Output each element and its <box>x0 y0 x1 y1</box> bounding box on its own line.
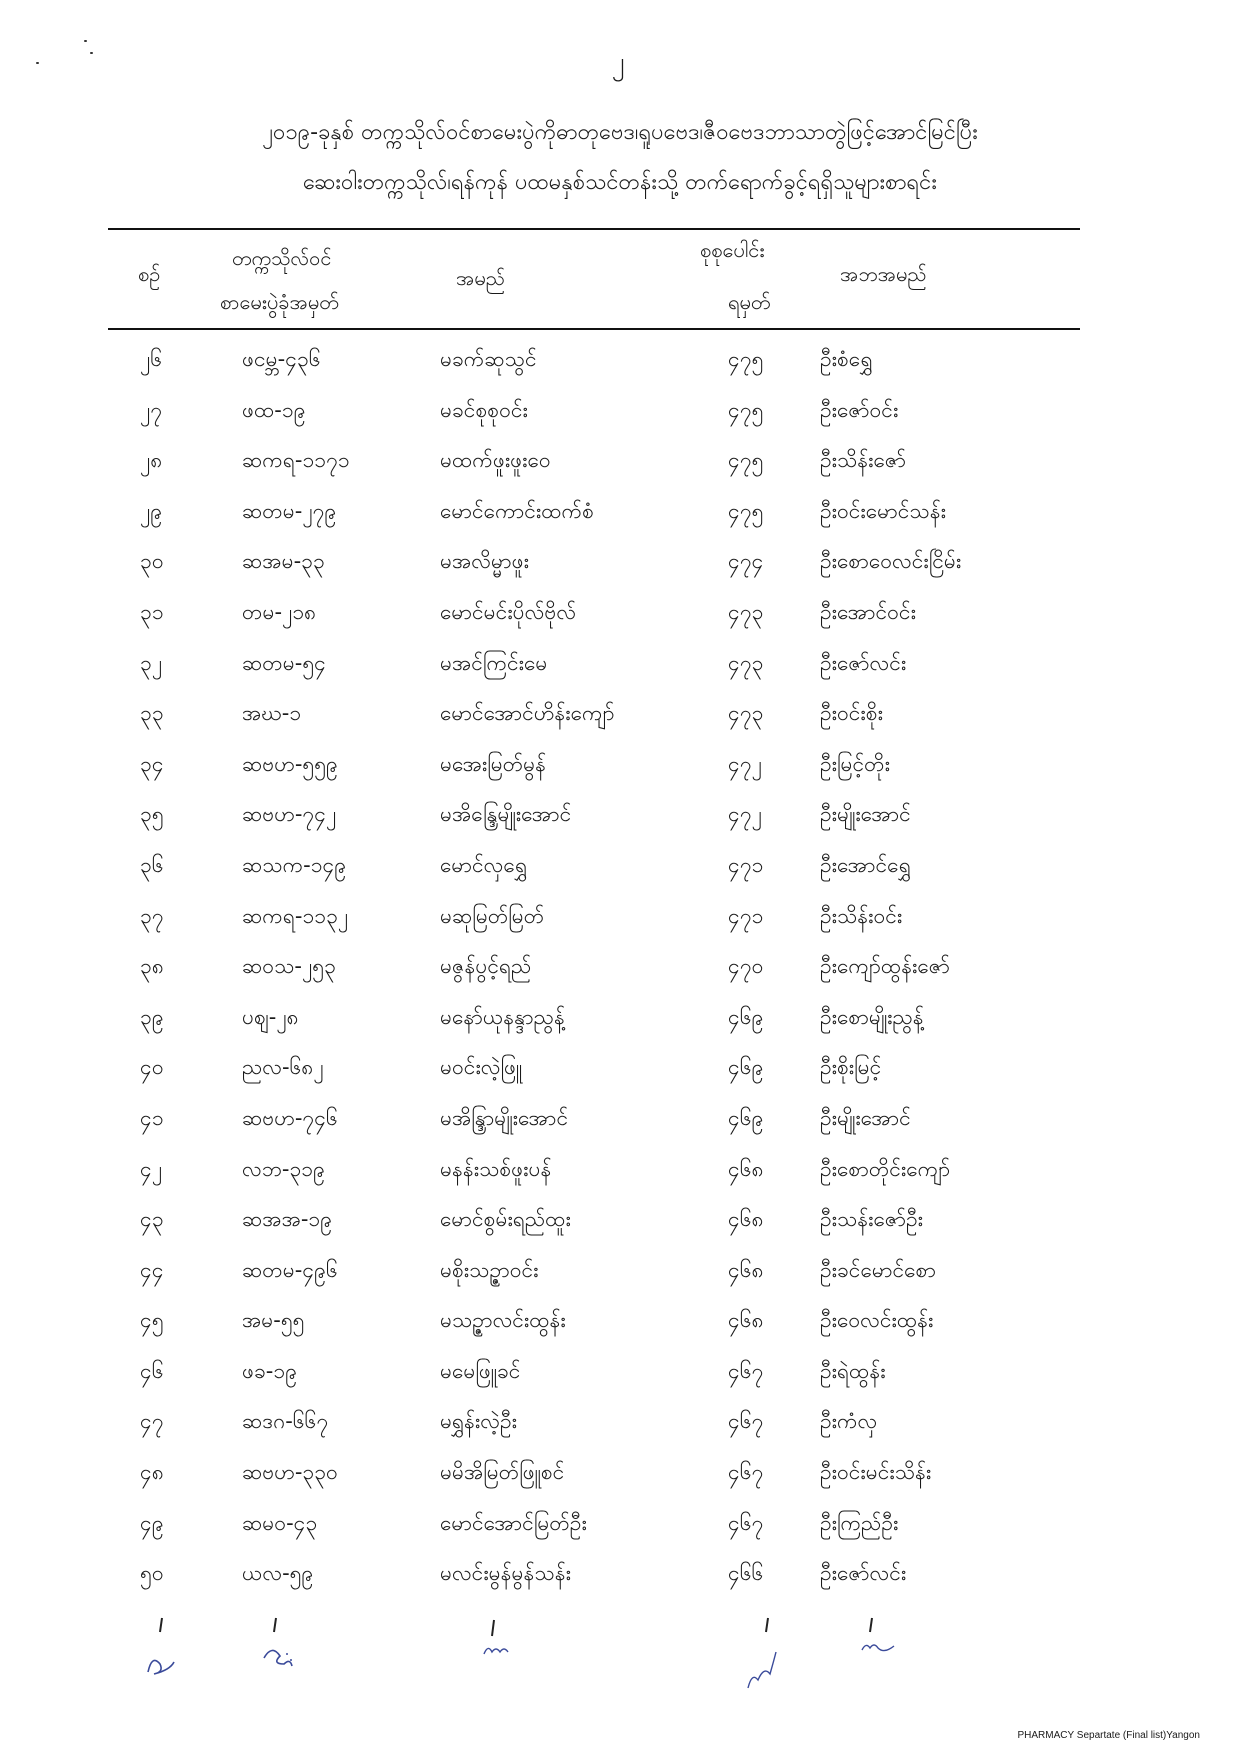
row-name: မဝင်းလဲ့ဖြူ <box>440 1055 523 1080</box>
row-mark: ၄၇၅ <box>728 347 764 371</box>
row-mark: ၄၇၂ <box>728 751 762 776</box>
row-name: မခက်ဆုသွင် <box>440 347 537 371</box>
handwritten-signature <box>730 1614 790 1704</box>
row-father: ဦးဝင်းစိုး <box>820 701 883 726</box>
scan-speck <box>84 40 87 42</box>
row-mark: ၄၇၅ <box>728 448 764 473</box>
row-roll: ဆဗဟ-၅၅၉ <box>242 751 338 776</box>
row-name: မအေးမြတ်မွန် <box>440 751 547 776</box>
row-no: ၃၁ <box>140 599 164 624</box>
header-father: အဘအမည် <box>840 262 927 286</box>
handwritten-signature <box>850 1614 910 1674</box>
row-roll: အဃ-၁ <box>242 701 302 726</box>
row-father: ဦးသိန်းဝင်း <box>820 903 903 928</box>
row-mark: ၄၇၁ <box>728 903 764 928</box>
row-name: မောင်လှရွှေ <box>440 852 528 877</box>
row-mark: ၄၆၈ <box>728 1308 764 1333</box>
row-mark: ၄၇၃ <box>728 599 764 624</box>
row-no: ၃၉ <box>140 1004 164 1029</box>
row-roll: အမ-၅၅ <box>242 1308 305 1333</box>
row-mark: ၄၆၇ <box>728 1358 764 1383</box>
row-mark: ၄၇၀ <box>728 954 764 979</box>
row-father: ဦးမျိုးအောင် <box>820 802 911 827</box>
table-row <box>0 1352 1236 1403</box>
table-row <box>0 745 1236 796</box>
row-name: မမေဖြူခင် <box>440 1358 521 1383</box>
table-row <box>0 1453 1236 1504</box>
row-father: ဦးအောင်ဝင်း <box>820 599 916 624</box>
row-no: ၃၂ <box>140 650 163 675</box>
header-roll-line1: တက္ကသိုလ်ဝင် <box>232 246 332 270</box>
table-row <box>0 1150 1236 1201</box>
table-row <box>0 694 1236 745</box>
table-row <box>0 542 1236 593</box>
row-mark: ၄၆၇ <box>728 1510 764 1535</box>
row-father: ဦးဇော်ဝင်း <box>820 397 899 422</box>
row-roll: လဘ-၃၁၉ <box>242 1156 325 1181</box>
table-row <box>0 1554 1236 1605</box>
row-father: ဦးဝင်းမောင်သန်း <box>820 498 946 523</box>
row-name: မမိအိမြတ်ဖြူစင် <box>440 1460 565 1485</box>
table-row <box>0 897 1236 948</box>
row-name: မခင်စုစုဝင်း <box>440 397 528 422</box>
row-mark: ၄၆၉ <box>728 1004 764 1029</box>
row-roll: ဆတမ-၂၇၉ <box>242 498 337 523</box>
table-row <box>0 391 1236 442</box>
row-father: ဦးစံရွှေ <box>820 347 873 371</box>
row-father: ဦးရဲထွန်း <box>820 1358 886 1383</box>
row-mark: ၄၆၉ <box>728 1055 764 1080</box>
row-roll: ဆဗဟ-၃၃၀ <box>242 1460 338 1485</box>
row-roll: ဆကရ-၁၁၇၁ <box>242 448 350 473</box>
row-no: ၃၅ <box>140 802 164 827</box>
row-name: မအင်ကြင်းမေ <box>440 650 548 675</box>
row-roll: ဆအအ-၁၉ <box>242 1207 333 1232</box>
row-mark: ၄၆၈ <box>728 1257 764 1282</box>
row-roll: ပဈ-၂၈ <box>242 1004 299 1029</box>
row-father: ဦးသိန်းဇော် <box>820 448 907 473</box>
row-mark: ၄၇၃ <box>728 701 764 726</box>
row-father: ဦးစိုးမြင့် <box>820 1055 882 1080</box>
row-name: မအိန္ဒြေမျိုးအောင် <box>440 802 572 827</box>
table-row <box>0 795 1236 846</box>
row-mark: ၄၆၇ <box>728 1460 764 1485</box>
row-father: ဦးခင်မောင်စော <box>820 1257 936 1282</box>
row-roll: ညလ-၆၈၂ <box>242 1055 324 1080</box>
table-row <box>0 1301 1236 1352</box>
row-mark: ၄၇၅ <box>728 397 764 422</box>
row-father: ဦးဇော်လင်း <box>820 650 907 675</box>
row-father: ဦးကံလှ <box>820 1409 878 1434</box>
handwritten-signature <box>250 1614 310 1684</box>
table-row <box>0 644 1236 695</box>
row-no: ၂၉ <box>140 498 163 523</box>
row-name: မအလိမ္မာဖူး <box>440 549 529 574</box>
handwritten-signature <box>140 1614 190 1684</box>
table-top-rule <box>108 228 1080 230</box>
row-father: ဦးဝေလင်းထွန်း <box>820 1308 934 1333</box>
row-no: ၄၁ <box>140 1105 164 1130</box>
row-no: ၄၇ <box>140 1409 164 1434</box>
row-name: မလင်းမွန်မွန်သန်း <box>440 1561 571 1586</box>
row-name: မောင်အောင်မြတ်ဦး <box>440 1510 587 1535</box>
row-no: ၂၈ <box>140 448 163 473</box>
row-no: ၃၄ <box>140 751 164 776</box>
row-mark: ၄၇၂ <box>728 802 762 827</box>
table-row <box>0 441 1236 492</box>
row-mark: ၄၇၄ <box>728 549 764 574</box>
table-row <box>0 1504 1236 1555</box>
table-row <box>0 1251 1236 1302</box>
row-roll: ဖထ-၁၉ <box>242 397 306 422</box>
table-row <box>0 492 1236 543</box>
header-mark-line2: ရမှတ် <box>728 290 771 314</box>
row-mark: ၄၆၇ <box>728 1409 764 1434</box>
header-roll-line2: စာမေးပွဲခုံအမှတ် <box>220 290 339 314</box>
row-father: ဦးအောင်ရွှေ <box>820 852 911 877</box>
row-father: ဦးမြင့်တိုး <box>820 751 890 776</box>
row-no: ၄၂ <box>140 1156 163 1181</box>
row-no: ၃၈ <box>140 954 164 979</box>
row-name: မဆုမြတ်မြတ် <box>440 903 545 928</box>
page-number: ၂ <box>611 47 625 77</box>
row-roll: ဆတမ-၅၄ <box>242 650 326 675</box>
row-roll: ဆဗဟ-၇၄၂ <box>242 802 337 827</box>
row-father: ဦးဝင်းမင်းသိန်း <box>820 1460 932 1485</box>
footer-note: PHARMACY Separtate (Final list)Yangon <box>1017 1730 1200 1741</box>
row-mark: ၄၇၅ <box>728 498 764 523</box>
row-no: ၄၆ <box>140 1358 164 1383</box>
row-no: ၃၃ <box>140 701 164 726</box>
table-row <box>0 340 1236 391</box>
row-name: မနော်ယုနန္ဒာညွန့် <box>440 1004 565 1029</box>
signature-row <box>0 1614 1236 1694</box>
row-roll: ဆကရ-၁၁၃၂ <box>242 903 349 928</box>
row-father: ဦးစောမျိုးညွန့် <box>820 1004 924 1029</box>
row-no: ၄၅ <box>140 1308 164 1333</box>
row-roll: တမ-၂၁၈ <box>242 599 317 624</box>
row-no: ၂၇ <box>140 397 163 422</box>
row-mark: ၄၆၈ <box>728 1156 764 1181</box>
header-name: အမည် <box>456 266 506 290</box>
row-name: မရွှန်းလဲ့ဦး <box>440 1409 517 1434</box>
row-roll: ဆအမ-၃၃ <box>242 549 325 574</box>
row-roll: ဆဒဂ-၆၆၇ <box>242 1409 329 1434</box>
table-row <box>0 998 1236 1049</box>
row-roll: ယလ-၅၉ <box>242 1561 314 1586</box>
row-roll: ဆမဝ-၄၃ <box>242 1510 318 1535</box>
row-name: မထက်ဖူးဖူးဝေ <box>440 448 551 473</box>
row-no: ၄၈ <box>140 1460 164 1485</box>
row-no: ၃၀ <box>140 549 164 574</box>
row-no: ၅၀ <box>140 1561 164 1586</box>
row-father: ဦးစောဝေလင်းငြိမ်း <box>820 549 962 574</box>
table-row <box>0 1200 1236 1251</box>
row-no: ၄၀ <box>140 1055 164 1080</box>
row-name: မနန်းသစ်ဖူးပန် <box>440 1156 552 1181</box>
table-header-rule <box>108 328 1080 330</box>
header-no: စဉ် <box>138 262 161 286</box>
row-no: ၂၆ <box>140 347 163 371</box>
row-name: မအိန္ဒြာမျိုးအောင် <box>440 1105 569 1130</box>
title-line-1: ၂၀၁၉-ခုနှစ် တက္ကသိုလ်ဝင်စာမေးပွဲကိုဓာတုဗေဒ၊ရူပဗေဒ၊ဇီဝဗေဒဘာသာတွဲဖြင့်အောင်မြင်ပြီး <box>262 120 978 145</box>
row-no: ၃၆ <box>140 852 164 877</box>
row-name: မောင်စွမ်းရည်ထူး <box>440 1207 571 1232</box>
row-father: ဦးသန်းဇော်ဦး <box>820 1207 923 1232</box>
row-no: ၄၉ <box>140 1510 164 1535</box>
row-mark: ၄၇၁ <box>728 852 764 877</box>
row-father: ဦးစောတိုင်းကျော် <box>820 1156 951 1181</box>
header-mark-line1: စုစုပေါင်း <box>700 238 765 262</box>
table-row <box>0 846 1236 897</box>
row-roll: ဖခ-၁၉ <box>242 1358 298 1383</box>
table-row <box>0 1402 1236 1453</box>
table-row <box>0 1099 1236 1150</box>
table-body <box>0 340 1236 1605</box>
row-mark: ၄၆၉ <box>728 1105 764 1130</box>
row-no: ၃၇ <box>140 903 164 928</box>
row-mark: ၄၆၈ <box>728 1207 764 1232</box>
table-row <box>0 947 1236 998</box>
title-line-2: ဆေးဝါးတက္ကသိုလ်၊ရန်ကုန် ပထမနှစ်သင်တန်းသို့ တက်ရောက်ခွင့်ရရှိသူများစာရင်း <box>303 170 937 195</box>
row-father: ဦးဇော်လင်း <box>820 1561 907 1586</box>
row-name: မဇွန်ပွင့်ရည် <box>440 954 532 979</box>
row-no: ၄၃ <box>140 1207 164 1232</box>
row-roll: ဆဝသ-၂၅၃ <box>242 954 336 979</box>
table-row <box>0 1048 1236 1099</box>
row-name: မောင်မင်းပိုလ်ဗိုလ် <box>440 599 577 624</box>
row-mark: ၄၇၃ <box>728 650 764 675</box>
row-name: မောင်အောင်ဟိန်းကျော် <box>440 701 615 726</box>
row-roll: ဆတမ-၄၉၆ <box>242 1257 338 1282</box>
row-name: မစိုးသဉ္ဇာဝင်း <box>440 1257 539 1282</box>
row-name: မသဉ္ဇာလင်းထွန်း <box>440 1308 566 1333</box>
row-mark: ၄၆၆ <box>728 1561 764 1586</box>
row-name: မောင်ကောင်းထက်စံ <box>440 498 594 523</box>
handwritten-signature <box>470 1614 530 1674</box>
row-no: ၄၄ <box>140 1257 164 1282</box>
row-roll: ဆသက-၁၄၉ <box>242 852 347 877</box>
row-father: ဦးကြည်ဦး <box>820 1510 899 1535</box>
row-roll: ဖငမ္ဘ-၄၃၆ <box>242 347 321 371</box>
row-father: ဦးမျိုးအောင် <box>820 1105 911 1130</box>
table-row <box>0 593 1236 644</box>
row-roll: ဆဗဟ-၇၄၆ <box>242 1105 338 1130</box>
row-father: ဦးကျော်ထွန်းဇော် <box>820 954 950 979</box>
